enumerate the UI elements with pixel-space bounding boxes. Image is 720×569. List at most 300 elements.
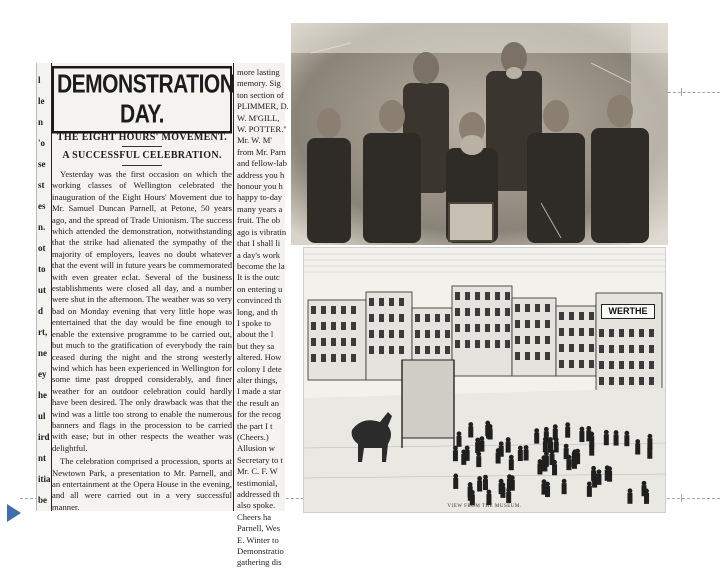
building-window (639, 377, 644, 385)
building-window (311, 322, 316, 330)
left-fragment-text: le (38, 96, 45, 106)
building-window (639, 329, 644, 337)
building-window (579, 328, 584, 336)
building-window (525, 320, 530, 328)
right-column-line: Parnell, Wes (237, 523, 281, 534)
crowd-figure-body (506, 492, 511, 503)
building-window (569, 344, 574, 352)
crowd-figure-head (468, 485, 473, 490)
right-column-line: ago is vibratin (237, 226, 287, 237)
crowd-figure-body (453, 450, 458, 461)
right-column-line: (Cheers.) (237, 432, 269, 442)
crowd-figure-head (477, 476, 482, 481)
building-window (311, 338, 316, 346)
building-window (311, 354, 316, 362)
building-window (495, 308, 500, 316)
crowd-figure-head (628, 488, 633, 493)
crowd-figure-head (524, 445, 529, 450)
building-window (559, 312, 564, 320)
building-window (505, 308, 510, 316)
building-window (465, 292, 470, 300)
building-window (535, 336, 540, 344)
crowd-figure-head (642, 481, 647, 486)
right-column-line: alter things, (237, 374, 278, 385)
left-fragment-text: n (38, 117, 44, 127)
right-column-line: Demonstratio (237, 546, 284, 557)
right-column-line: memory. Sig (237, 78, 281, 89)
building-window (639, 361, 644, 369)
building-window (639, 345, 644, 353)
crowd-figure-body (477, 481, 482, 492)
article-main-column (52, 66, 235, 515)
building-window (599, 377, 604, 385)
building-window (379, 298, 384, 306)
right-column-line: Cheers ha (237, 511, 272, 522)
building-window (485, 340, 490, 348)
building-window (619, 345, 624, 353)
building-window (369, 298, 374, 306)
building-window (495, 292, 500, 300)
crowd-figure-body (596, 474, 601, 485)
building-window (545, 304, 550, 312)
building-window (331, 354, 336, 362)
building-window (495, 324, 500, 332)
article-headline: DEMONSTRATION DAY. (52, 66, 232, 134)
article-paragraph-1: Yesterday was the first occasion on which the working classes of Wellington celebrated the inauguration of the Eight Hours' Movement due to Mr. Samuel Duncan Parnell, at Petone, 50 years ago, and the spread of Trade Unionism. The success which attended the demonstration, notwithstanding that the strike had alienated the sympathy of the majority of employers, leaves no doubt whatever that the event will in future years be commemorated with even greater eclat. Several of the business establishments were closed all day, and a number were shut in the afternoon. The weather was so very bad on Monday evening that very little hope was entertained that the day would be fine enough to enable the extensive programme to be carried out, but much to the gratification of everybody the rain ceased during the night and the strong westerly wind which has been experienced in Wellington for some time past dropped considerably, and finer weather for an outdoor celebration could hardly have been desired. The only drawback was that the wind was a little too strong to enable the numerous banners and flags in the procession to be carried with ease; but in other respects the weather was delightful. (52, 169, 232, 453)
right-column-line: but they sa (237, 340, 275, 351)
building-window (609, 345, 614, 353)
building-window (389, 346, 394, 354)
crowd-figure-head (453, 474, 458, 479)
building-window (389, 314, 394, 322)
building-window (545, 320, 550, 328)
crowd-figure-body (453, 478, 458, 489)
building-window (475, 340, 480, 348)
building-window (369, 314, 374, 322)
building-window (475, 324, 480, 332)
crowd-figure-body (499, 483, 504, 494)
building-window (341, 338, 346, 346)
crowd-figure-body (604, 434, 609, 445)
building-window (351, 322, 356, 330)
crowd-figure-body (468, 426, 473, 437)
left-fragment-text: ird (38, 432, 50, 442)
building-window (525, 336, 530, 344)
crowd-figure-head (591, 466, 596, 471)
building-window (455, 324, 460, 332)
building-window (545, 352, 550, 360)
crowd-figure-body (554, 441, 559, 452)
building-window (619, 361, 624, 369)
building-window (629, 361, 634, 369)
crowd-figure-body (565, 427, 570, 438)
crowd-figure-body (642, 485, 647, 496)
right-column-line: many years a (237, 203, 283, 214)
crowd-figure-body (552, 464, 557, 475)
building-window (399, 298, 404, 306)
building-window (649, 377, 654, 385)
crowd-figure-head (499, 441, 504, 446)
building-window (379, 330, 384, 338)
crowd-figure-body (506, 442, 511, 453)
building-window (321, 354, 326, 362)
crowd-figure-head (648, 434, 653, 439)
crowd-figure-head (499, 479, 504, 484)
left-column-fragment (37, 63, 52, 511)
left-fragment-text: es (38, 201, 46, 211)
crowd-figure-head (565, 422, 570, 427)
building-window (589, 360, 594, 368)
left-fragment-text: to (38, 264, 46, 274)
building-window (475, 308, 480, 316)
right-column-line: gathering dis (237, 557, 282, 568)
building-window (475, 292, 480, 300)
crowd-figure-head (614, 430, 619, 435)
right-column-line: more lasting (237, 67, 280, 77)
building-window (589, 328, 594, 336)
crowd-figure-body (524, 450, 529, 461)
crowd-figure-head (553, 424, 558, 429)
crowd-figure-head (485, 421, 490, 426)
right-column-line: Allusion w (237, 443, 275, 454)
building-window (485, 308, 490, 316)
crowd-figure-body (549, 454, 554, 465)
building-window (351, 306, 356, 314)
crowd-figure-head (506, 437, 511, 442)
building-window (609, 377, 614, 385)
right-column-line: on entering u (237, 283, 283, 294)
building-window (589, 344, 594, 352)
crowd-figure-head (507, 474, 512, 479)
building-window (465, 324, 470, 332)
left-fragment-text: ne (38, 348, 47, 358)
building-window (445, 330, 450, 338)
building-window (369, 346, 374, 354)
building-window (559, 344, 564, 352)
crowd-figure-body (485, 425, 490, 436)
left-fragment-text: l (38, 75, 41, 85)
crowd-figure-body (627, 493, 632, 504)
building-window (351, 354, 356, 362)
building-window (321, 306, 326, 314)
building-window (535, 320, 540, 328)
right-column-line: also spoke. (237, 500, 276, 511)
crowd-figure-body (562, 483, 567, 494)
crowd-figure-body (545, 486, 550, 497)
right-column-line: fruit. The ob (237, 215, 281, 226)
crowd-figure-head (479, 436, 484, 441)
right-column-line: Mr. C. F. W (237, 466, 278, 477)
building-window (415, 314, 420, 322)
crowd-figure-body (635, 444, 640, 455)
left-fragment-text: itia (38, 474, 51, 484)
crowd-figure-body (457, 436, 462, 447)
crowd-figure-head (635, 439, 640, 444)
building-window (425, 314, 430, 322)
crowd-figure-body (499, 446, 504, 457)
engraving-caption: VIEW FROM THE MUSEUM. (447, 504, 522, 509)
building-window (351, 338, 356, 346)
building-window (331, 322, 336, 330)
building-window (535, 352, 540, 360)
right-column-line: address you h (237, 169, 285, 180)
building-window (579, 360, 584, 368)
left-fragment-text: d (38, 306, 44, 316)
right-column-line: PLIMMER, D. (237, 101, 289, 112)
building-window (569, 328, 574, 336)
crowd-figure-body (605, 470, 610, 481)
crowd-figure-body (543, 441, 548, 452)
building-window (435, 330, 440, 338)
building-window (609, 329, 614, 337)
crowd-figure-head (534, 428, 539, 433)
right-column-line: addressed th (237, 489, 280, 500)
building-window (599, 345, 604, 353)
building-window (495, 340, 500, 348)
crowd-figure-head (509, 455, 514, 460)
procession-engraving (303, 247, 666, 513)
building-window (445, 346, 450, 354)
crowd-figure-body (579, 431, 584, 442)
building-window (369, 330, 374, 338)
right-column-line: testimonial, (237, 477, 278, 488)
building-window (609, 361, 614, 369)
crowd-figure-head (592, 472, 597, 477)
building-window (331, 306, 336, 314)
right-column-line: Secretary to t (237, 454, 283, 465)
crowd-figure-body (587, 486, 592, 497)
top-decor-line (668, 92, 720, 93)
building-window (341, 322, 346, 330)
crowd-figure-head (572, 453, 577, 458)
building-window (545, 336, 550, 344)
crowd-figure-head (589, 440, 594, 445)
building-window (465, 308, 470, 316)
right-column-line: I spoke to (237, 317, 271, 328)
right-column-line: happy to-day (237, 192, 283, 203)
crowd-figure-head (587, 481, 592, 486)
crowd-figure-head (476, 452, 481, 457)
right-column-line: honour you h (237, 181, 283, 192)
slide-arrow-icon (5, 503, 23, 523)
crowd-figure-body (647, 448, 652, 459)
right-column-line: become the la (237, 260, 285, 271)
crowd-figure-body (564, 448, 569, 459)
right-column-line: long, and th (237, 306, 278, 317)
article-paragraph-2: The celebration comprised a procession, sports at Newtown Park, a presentation to Mr. Parnell, and an entertainment at the Opera House in the evening, and all were carried out in a very successful manner. (52, 456, 232, 512)
building-window (559, 360, 564, 368)
crowd-figure-head (475, 438, 480, 443)
building-window (341, 306, 346, 314)
right-column-line: convinced th (237, 295, 282, 306)
right-column-line: W. POTTER." (237, 124, 287, 135)
right-column-line: It is the outc (237, 272, 280, 283)
crowd-figure-head (605, 465, 610, 470)
building-window (619, 329, 624, 337)
building-window (321, 322, 326, 330)
crowd-figure-head (470, 490, 475, 495)
building-window (485, 292, 490, 300)
right-column-line: altered. How (237, 352, 282, 363)
building-window (589, 312, 594, 320)
left-fragment-text: se (38, 159, 46, 169)
crowd-figure-body (589, 445, 594, 456)
crowd-figure-head (506, 488, 511, 493)
crowd-figure-body (592, 477, 597, 488)
building-window (649, 329, 654, 337)
crowd-figure-head (457, 431, 462, 436)
building-window (629, 377, 634, 385)
crowd-figure-body (483, 479, 488, 490)
building-window (311, 306, 316, 314)
crowd-figure-body (614, 435, 619, 446)
building-window (505, 292, 510, 300)
left-fragment-text: he (38, 390, 47, 400)
building-window (579, 312, 584, 320)
crowd-figure-body (624, 435, 629, 446)
crowd-figure-head (586, 426, 591, 431)
building-window (379, 346, 384, 354)
building-window (515, 352, 520, 360)
building-window (455, 308, 460, 316)
crowd-figure-head (562, 479, 567, 484)
building-window (649, 345, 654, 353)
crowd-figure-head (564, 444, 569, 449)
building-window (599, 329, 604, 337)
crowd-figure-head (518, 446, 523, 451)
building-window (515, 304, 520, 312)
building-window (569, 312, 574, 320)
bottom-decor-tick-right (681, 494, 682, 502)
crowd-figure-body (465, 450, 470, 461)
left-fragment-text: ot (38, 243, 46, 253)
left-fragment-text: st (38, 180, 45, 190)
building-window (629, 329, 634, 337)
right-column-fragment (237, 67, 297, 569)
crowd-figure-head (545, 482, 550, 487)
building-window (455, 292, 460, 300)
newspaper-clipping (36, 63, 289, 568)
crowd-figure-body (544, 431, 549, 442)
building-window (425, 346, 430, 354)
crowd-figure-head (550, 450, 555, 455)
right-column-line: E. Winter to (237, 534, 279, 545)
building-window (321, 338, 326, 346)
building-window (515, 320, 520, 328)
shop-sign: WERTHE (601, 304, 655, 319)
group-photograph (291, 23, 668, 245)
crowd-figure-body (544, 456, 549, 467)
building-window (525, 304, 530, 312)
crowd-figure-body (566, 459, 571, 470)
right-column-line: for the recog (237, 409, 281, 420)
right-column-line: that I shall li (237, 238, 281, 249)
crowd-figure-head (580, 427, 585, 432)
building-window (331, 338, 336, 346)
column-divider (233, 63, 234, 511)
left-fragment-text: ul (38, 411, 46, 421)
building-window (569, 360, 574, 368)
left-fragment-text: n. (38, 222, 46, 232)
building-window (425, 330, 430, 338)
crowd-figure-head (544, 451, 549, 456)
crowd-figure-body (534, 433, 539, 444)
left-fragment-text: ey (38, 369, 47, 379)
crowd-figure-head (544, 427, 549, 432)
top-decor-tick (681, 88, 682, 96)
building-window (399, 330, 404, 338)
building-window (485, 324, 490, 332)
crowd-figure-head (597, 469, 602, 474)
building-window (525, 352, 530, 360)
building-window (559, 328, 564, 336)
crowd-figure-body (476, 456, 481, 467)
left-fragment-text: rt, (38, 327, 48, 337)
right-column-line: colony I dete (237, 363, 282, 374)
crowd-figure-body (518, 450, 523, 461)
building-window (465, 340, 470, 348)
building-window (415, 330, 420, 338)
crowd-figure-head (468, 422, 473, 427)
left-fragment-text: ut (38, 285, 47, 295)
article-subhead-celebration: A SUCCESSFUL CELEBRATION. (62, 150, 222, 161)
crowd-figure-body (572, 458, 577, 469)
building-window (435, 314, 440, 322)
building-window (649, 361, 654, 369)
building-window (455, 340, 460, 348)
right-column-line: the result an (237, 397, 279, 408)
right-column-line: W. M'GILL, (237, 112, 280, 123)
right-column-line: a day's work (237, 249, 281, 260)
building-window (515, 336, 520, 344)
building-window (535, 304, 540, 312)
crowd-figure-head (647, 443, 652, 448)
right-column-line: ton section of (237, 89, 284, 100)
building-window (415, 346, 420, 354)
right-column-line: I made a star (237, 386, 282, 397)
left-fragment-text: 'o (38, 138, 46, 148)
crowd-figure-head (604, 430, 609, 435)
right-column-line: about the l (237, 329, 274, 340)
building-window (505, 324, 510, 332)
right-column-line: and fellow-lab (237, 158, 287, 169)
left-fragment-text: nt (38, 453, 47, 463)
crowd-figure-body (553, 429, 558, 440)
building-window (379, 314, 384, 322)
crowd-figure-head (465, 445, 470, 450)
article-rule (122, 146, 162, 147)
building-window (629, 345, 634, 353)
building-window (399, 346, 404, 354)
article-rule (122, 165, 162, 166)
building-window (435, 346, 440, 354)
right-column-line: from Mr. Parn (237, 146, 286, 157)
article-subhead-movement: THE EIGHT HOURS' MOVEMENT. (56, 132, 228, 143)
crowd-figure-head (483, 475, 488, 480)
building-window (619, 377, 624, 385)
building-window (599, 361, 604, 369)
building-window (505, 340, 510, 348)
building-window (389, 298, 394, 306)
building-window (399, 314, 404, 322)
right-column-line: the part I t (237, 420, 273, 431)
building-window (445, 314, 450, 322)
building-window (389, 330, 394, 338)
building-window (341, 354, 346, 362)
right-column-line: Mr. W. M' (237, 135, 272, 146)
building-window (579, 344, 584, 352)
left-fragment-text: be (38, 495, 47, 505)
